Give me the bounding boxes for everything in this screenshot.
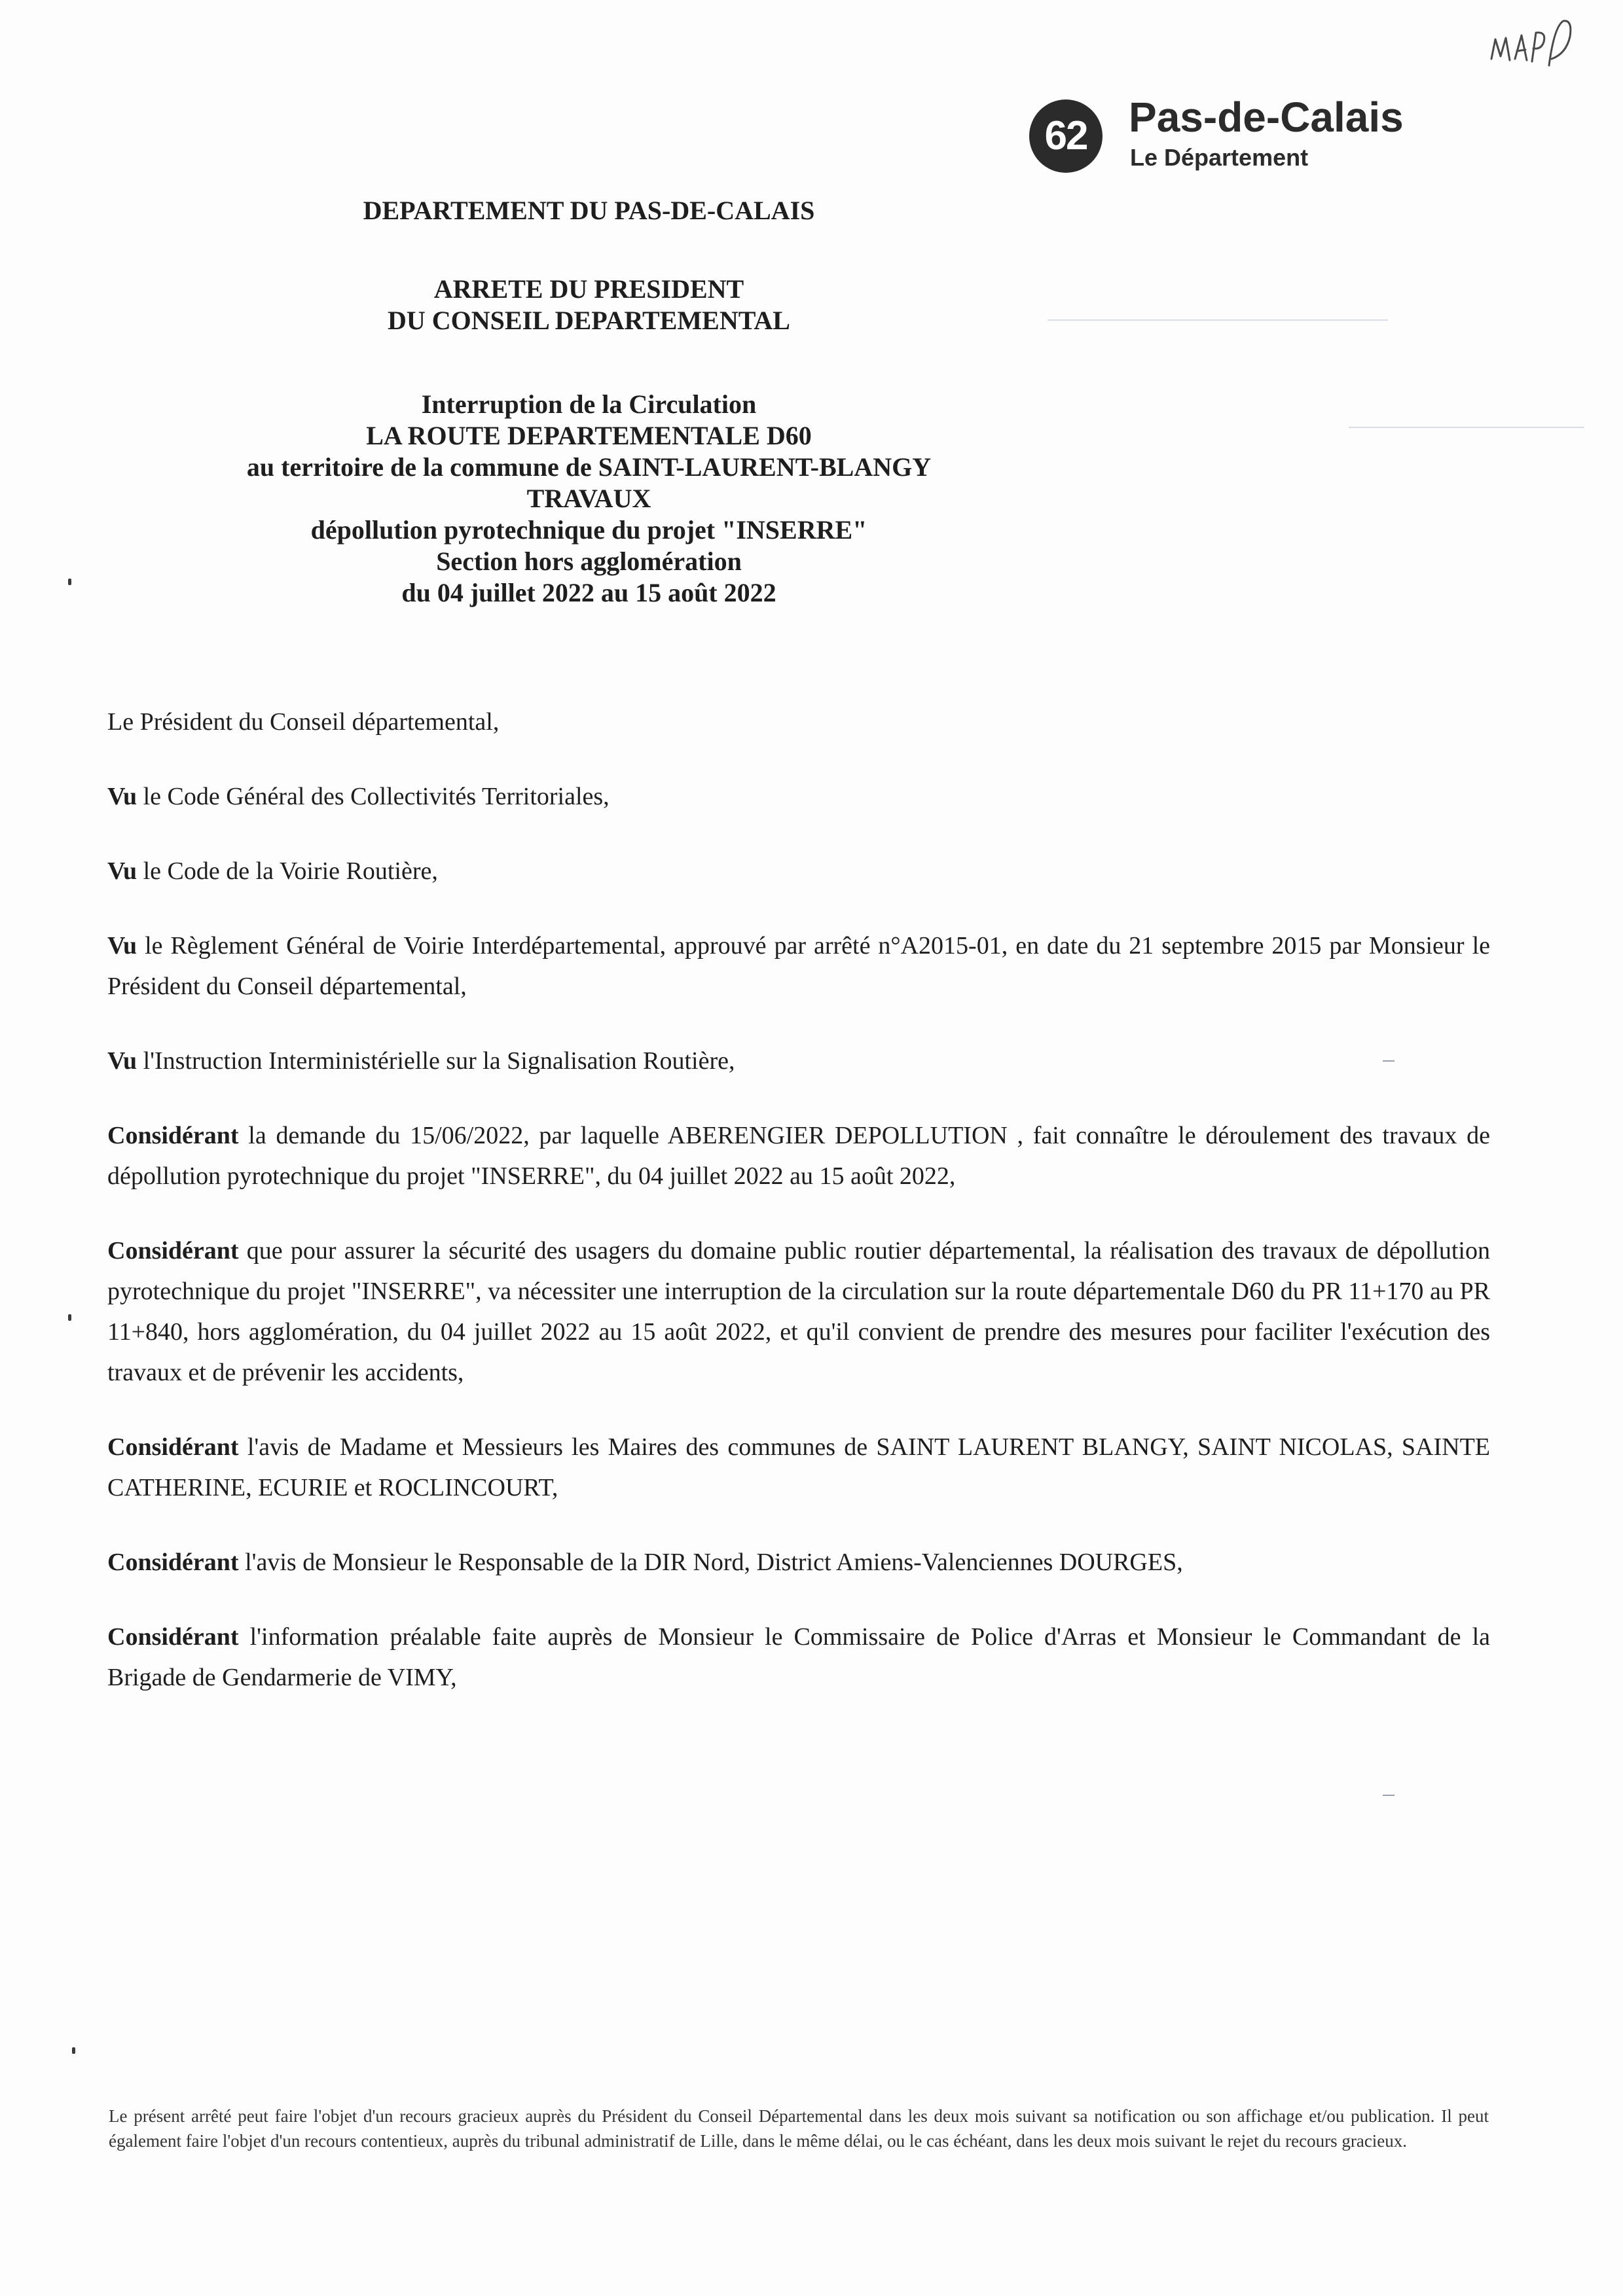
considerant-paragraph: [107, 1230, 1490, 1393]
logo-badge: 62: [1029, 99, 1103, 173]
paragraph-keyword: Vu: [107, 1047, 137, 1075]
handwritten-initials: [1486, 13, 1584, 85]
title-line: au territoire de la commune de SAINT-LAURENT-BLANGY: [246, 452, 932, 482]
paragraph-keyword: Considérant: [107, 1549, 239, 1576]
paragraph-keyword: Considérant: [107, 1122, 239, 1149]
considerant-paragraph: [107, 1427, 1490, 1508]
scan-speck: [68, 579, 71, 585]
paragraph-keyword: Considérant: [107, 1623, 239, 1651]
title-line: Interruption de la Circulation: [421, 389, 757, 419]
title-line: Section hors agglomération: [436, 547, 742, 576]
arrete-heading: [0, 274, 1400, 336]
arrete-title-block: [0, 389, 1400, 609]
department-heading: [0, 195, 1400, 226]
title-line: TRAVAUX: [526, 484, 651, 513]
paragraph-text: la demande du 15/06/2022, par laquelle ABERENGIER DEPOLLUTION , fait connaître le déroulement des travaux de dépollution pyrotechnique du projet "INSERRE", du 04 juillet 2022 au 15 août 2022,: [107, 1122, 1490, 1190]
considerant-paragraph: [107, 1542, 1490, 1583]
title-line: du 04 juillet 2022 au 15 août 2022: [401, 578, 776, 607]
paragraph-text: l'avis de Madame et Messieurs les Maires des communes de SAINT LAURENT BLANGY, SAINT NICOLAS, SAINTE CATHERINE, ECURIE et ROCLINCOURT,: [107, 1433, 1490, 1501]
legal-footer-notice: Le présent arrêté peut faire l'objet d'un recours gracieux auprès du Président du Conseil Départemental dans les deux mois suivant sa notification ou son affichage et/ou publication. Il peut également faire l'objet d'un recours contentieux, auprès du tribunal administratif de Lille, dans le même délai, ou le cas échéant, dans les deux mois suivant le rejet du recours gracieux.: [109, 2106, 1489, 2151]
visa-paragraph: [107, 1041, 1490, 1081]
paragraph-text: le Règlement Général de Voirie Interdépartemental, approuvé par arrêté n°A2015-01, en date du 21 septembre 2015 par Monsieur le Président du Conseil départemental,: [107, 932, 1490, 1000]
visa-paragraph: [107, 776, 1490, 817]
paragraph-text: le Code Général des Collectivités Territoriales,: [137, 783, 610, 810]
scan-speck: [72, 2047, 75, 2054]
paragraph-text: l'avis de Monsieur le Responsable de la DIR Nord, District Amiens-Valenciennes DOURGES,: [238, 1549, 1183, 1576]
paragraph-text: l'Instruction Interministérielle sur la Signalisation Routière,: [137, 1047, 735, 1075]
considerant-paragraph: [107, 1115, 1490, 1196]
scan-artifact: [1383, 1795, 1395, 1796]
logo-subtitle: Le Département: [1130, 144, 1309, 171]
visa-paragraph: [107, 925, 1490, 1007]
logo-name: Pas-de-Calais: [1129, 94, 1404, 141]
paragraph-keyword: Considérant: [107, 1237, 239, 1265]
arrete-line-2: DU CONSEIL DEPARTEMENTAL: [388, 306, 790, 335]
scan-artifact: [1048, 319, 1388, 321]
intro-line: Le Président du Conseil départemental,: [107, 708, 500, 736]
paragraph-text: que pour assurer la sécurité des usagers du domaine public routier départemental, la réalisation des travaux de dépollution pyrotechnique du projet "INSERRE", va nécessiter une interruption de la circulation sur la route départementale D60 du PR 11+170 au PR 11+840, hors agglomération, du 04 juillet 2022 au 15 août 2022, et qu'il convient de prendre des mesures pour faciliter l'exécution des travaux et de prévenir les accidents,: [107, 1237, 1490, 1386]
visa-paragraph: [107, 851, 1490, 891]
title-line: dépollution pyrotechnique du projet "INSERRE": [310, 515, 867, 545]
department-name: DEPARTEMENT DU PAS-DE-CALAIS: [363, 196, 815, 225]
title-line: LA ROUTE DEPARTEMENTALE D60: [366, 421, 812, 450]
arrete-body: [107, 702, 1490, 1732]
department-logo: [1029, 94, 1501, 175]
paragraph-text: le Code de la Voirie Routière,: [137, 857, 438, 885]
scan-speck: [68, 1314, 71, 1321]
scan-artifact: [1383, 1060, 1395, 1062]
paragraph-keyword: Vu: [107, 857, 137, 885]
paragraph-keyword: Considérant: [107, 1433, 239, 1461]
considerant-paragraph: [107, 1617, 1490, 1698]
paragraph-keyword: Vu: [107, 783, 137, 810]
paragraph-text: l'information préalable faite auprès de Monsieur le Commissaire de Police d'Arras et Monsieur le Commandant de la Brigade de Gendarmerie de VIMY,: [107, 1623, 1490, 1691]
paragraph-keyword: Vu: [107, 932, 137, 960]
arrete-line-1: ARRETE DU PRESIDENT: [433, 274, 744, 304]
